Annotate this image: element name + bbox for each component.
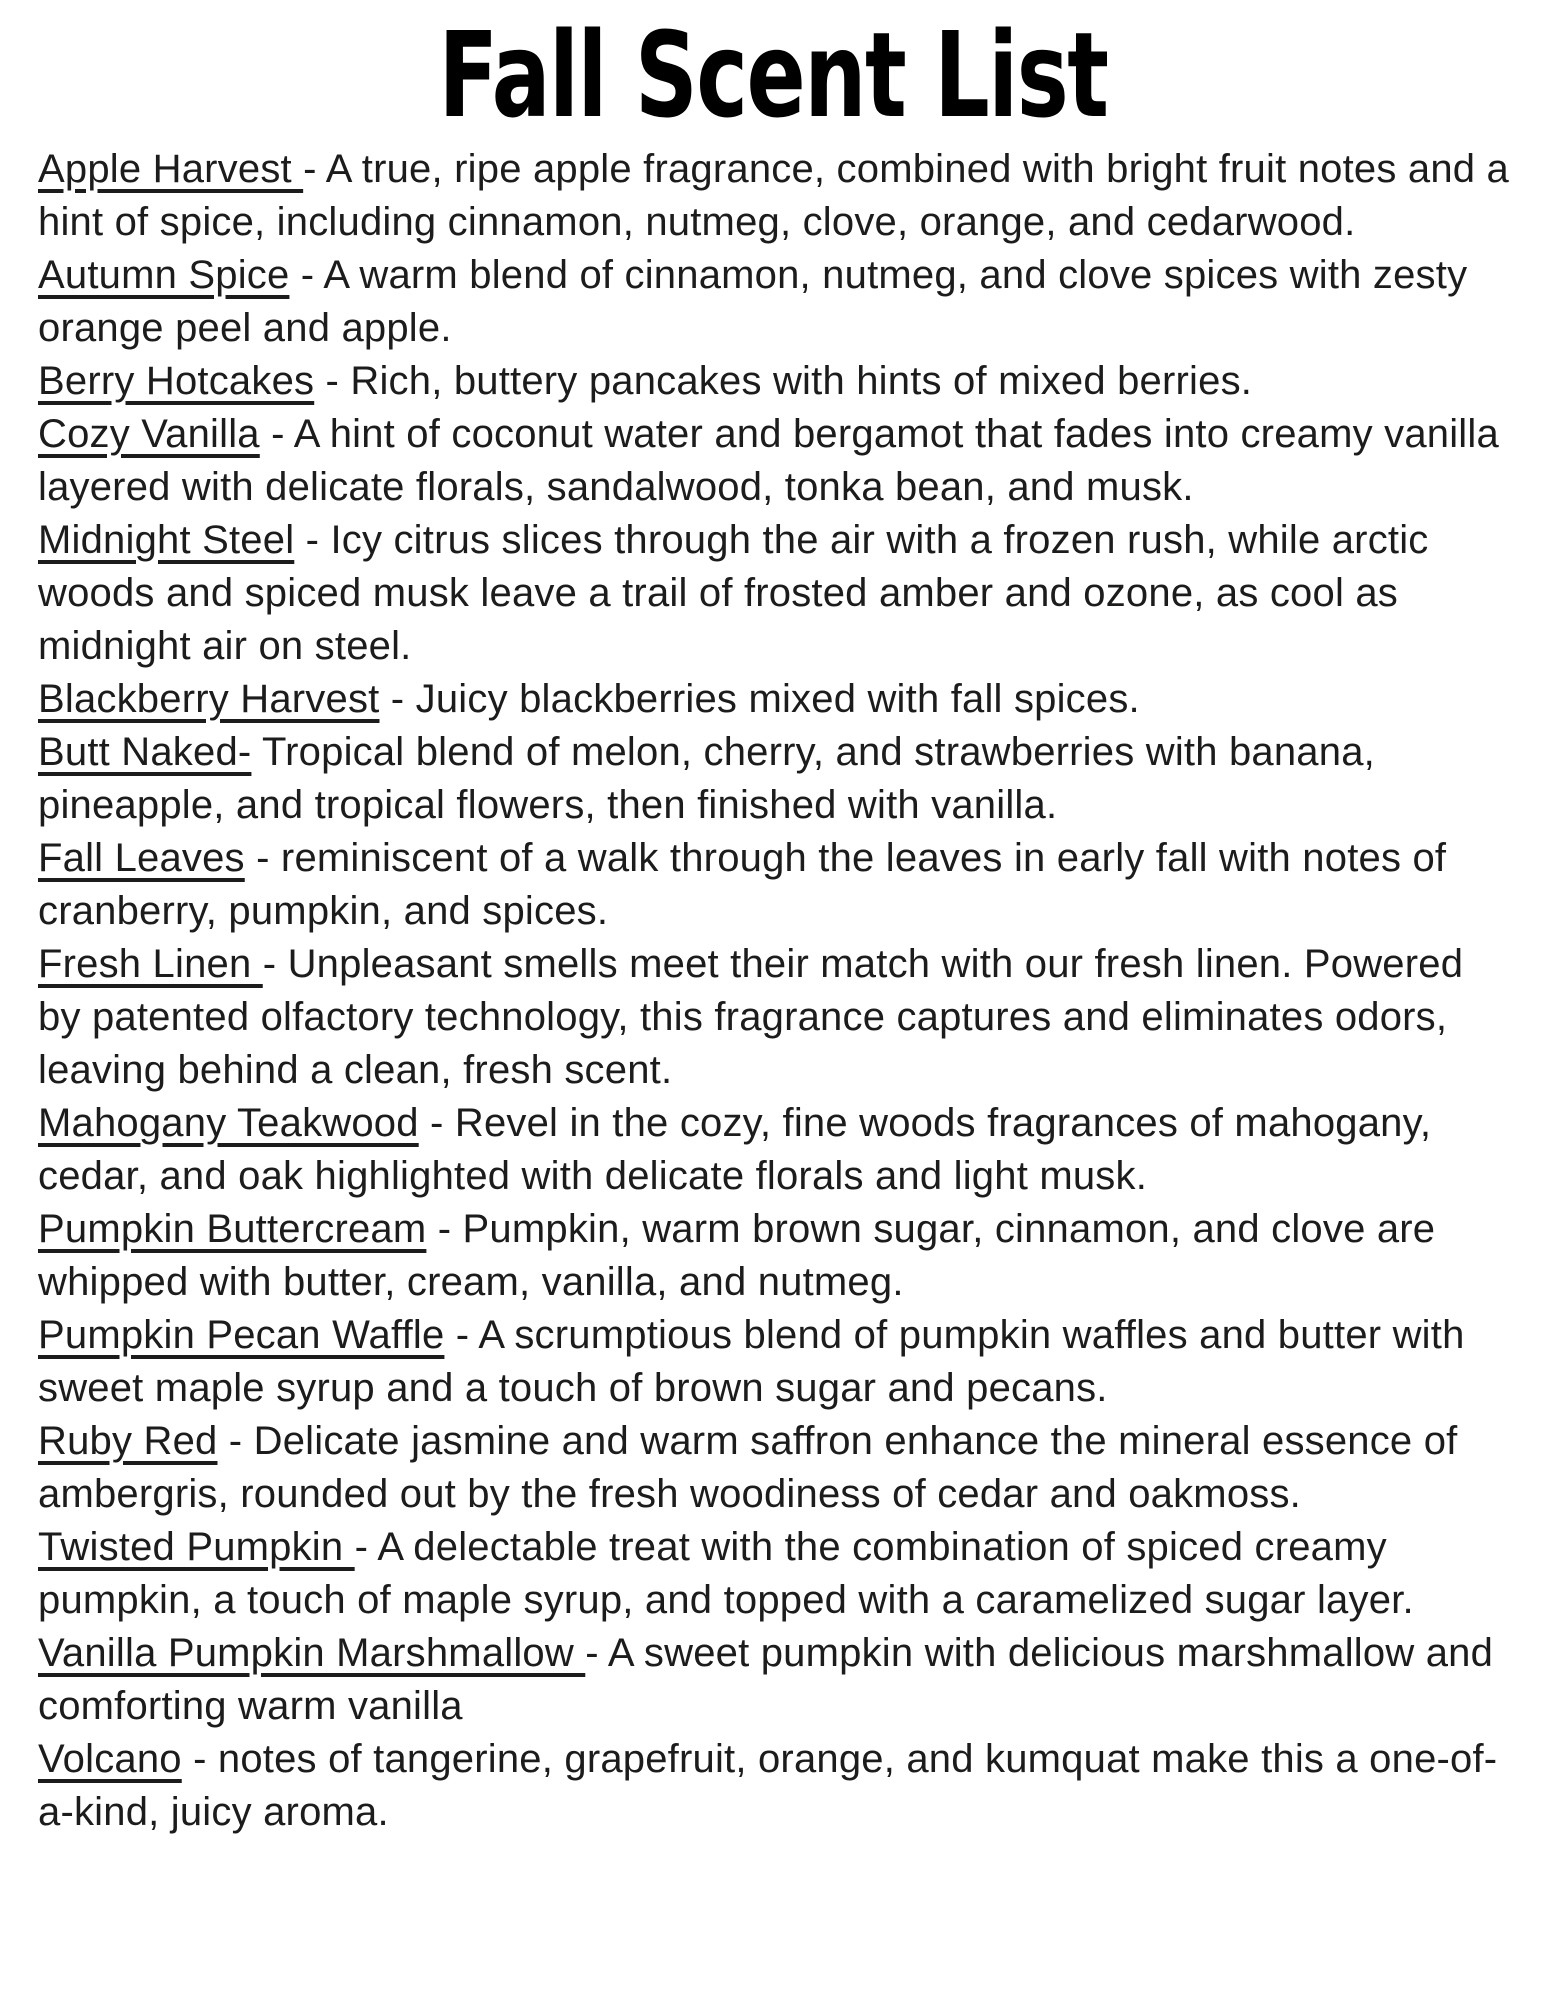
scent-entry: [38, 249, 1509, 355]
scent-name: Cozy Vanilla: [38, 411, 260, 456]
scent-entry: [38, 832, 1509, 938]
scent-description: A warm blend of cinnamon, nutmeg, and clove spices with zesty orange peel and apple.: [38, 252, 1468, 350]
scent-entry: [38, 673, 1509, 726]
page-title: Fall Scent List: [438, 6, 1108, 144]
scent-description: Rich, buttery pancakes with hints of mixed berries.: [350, 358, 1253, 403]
scent-description: reminiscent of a walk through the leaves in early fall with notes of cranberry, pumpkin, and spices.: [38, 835, 1447, 933]
scent-entry: [38, 1309, 1509, 1415]
scent-separator: -: [181, 1736, 218, 1781]
scent-name: Butt Naked-: [38, 729, 252, 774]
scent-name: Midnight Steel: [38, 517, 295, 562]
scent-separator: -: [314, 358, 351, 403]
scent-name: Twisted Pumpkin: [38, 1524, 355, 1569]
scent-name: Fall Leaves: [38, 835, 245, 880]
scent-description: Unpleasant smells meet their match with our fresh linen. Powered by patented olfactory technology, this fragrance captures and eliminates odors, leaving behind a clean, fresh scent.: [38, 941, 1464, 1092]
scent-entry: [38, 514, 1509, 673]
scent-entry: [38, 726, 1509, 832]
scent-entry: [38, 1203, 1509, 1309]
scent-description: A scrumptious blend of pumpkin waffles and butter with sweet maple syrup and a touch of brown sugar and pecans.: [38, 1312, 1465, 1410]
scent-name: Pumpkin Pecan Waffle: [38, 1312, 445, 1357]
scent-description: A true, ripe apple fragrance, combined with bright fruit notes and a hint of spice, including cinnamon, nutmeg, clove, orange, and cedarwood.: [38, 146, 1509, 244]
scent-separator: -: [303, 146, 326, 191]
scent-description: Pumpkin, warm brown sugar, cinnamon, and clove are whipped with butter, cream, vanilla, and nutmeg.: [38, 1206, 1436, 1304]
scent-description: Delicate jasmine and warm saffron enhance the mineral essence of ambergris, rounded out by the fresh woodiness of cedar and oakmoss.: [38, 1418, 1458, 1516]
scent-separator: -: [585, 1630, 608, 1675]
scent-entry: [38, 1097, 1509, 1203]
scent-name: Fresh Linen: [38, 941, 263, 986]
scent-separator: -: [379, 676, 416, 721]
scent-separator: -: [354, 1524, 378, 1569]
scent-separator: -: [262, 941, 288, 986]
scent-separator: -: [259, 411, 294, 456]
scent-description: Tropical blend of melon, cherry, and strawberries with banana, pineapple, and tropical flowers, then finished with vanilla.: [38, 729, 1375, 827]
scent-description: Revel in the cozy, fine woods fragrances of mahogany, cedar, and oak highlighted with delicate florals and light musk.: [38, 1100, 1432, 1198]
scent-description: Icy citrus slices through the air with a frozen rush, while arctic woods and spiced musk leave a trail of frosted amber and ozone, as cool as midnight air on steel.: [38, 517, 1429, 668]
scent-entry: [38, 1521, 1509, 1627]
scent-entry: [38, 1733, 1509, 1839]
scent-entry: [38, 408, 1509, 514]
scent-entry: [38, 143, 1509, 249]
page-header: [38, 6, 1509, 144]
scent-name: Volcano: [38, 1736, 182, 1781]
scent-separator: -: [244, 835, 281, 880]
scent-separator: -: [418, 1100, 455, 1145]
scent-name: Autumn Spice: [38, 252, 290, 297]
scent-name: Berry Hotcakes: [38, 358, 315, 403]
scent-description: A sweet pumpkin with delicious marshmallow and comforting warm vanilla: [38, 1630, 1494, 1728]
scent-list: [38, 143, 1509, 1839]
scent-separator: -: [217, 1418, 254, 1463]
scent-separator: -: [289, 252, 324, 297]
scent-description: Juicy blackberries mixed with fall spices.: [415, 676, 1140, 721]
scent-entry: [38, 938, 1509, 1097]
scent-entry: [38, 1627, 1509, 1733]
scent-name: Apple Harvest: [38, 146, 304, 191]
scent-separator: -: [444, 1312, 479, 1357]
scent-name: Vanilla Pumpkin Marshmallow: [38, 1630, 586, 1675]
scent-entry: [38, 355, 1509, 408]
scent-name: Blackberry Harvest: [38, 676, 380, 721]
scent-separator: -: [294, 517, 331, 562]
scent-description: A delectable treat with the combination of spiced creamy pumpkin, a touch of maple syrup, and topped with a caramelized sugar layer.: [38, 1524, 1414, 1622]
scent-separator: -: [426, 1206, 463, 1251]
scent-name: Mahogany Teakwood: [38, 1100, 419, 1145]
scent-description: notes of tangerine, grapefruit, orange, and kumquat make this a one-of-a-kind, juicy aroma.: [38, 1736, 1498, 1834]
scent-name: Ruby Red: [38, 1418, 218, 1463]
scent-separator: [251, 730, 262, 774]
scent-entry: [38, 1415, 1509, 1521]
scent-description: A hint of coconut water and bergamot that fades into creamy vanilla layered with delicate florals, sandalwood, tonka bean, and musk.: [38, 411, 1499, 509]
scent-name: Pumpkin Buttercream: [38, 1206, 427, 1251]
